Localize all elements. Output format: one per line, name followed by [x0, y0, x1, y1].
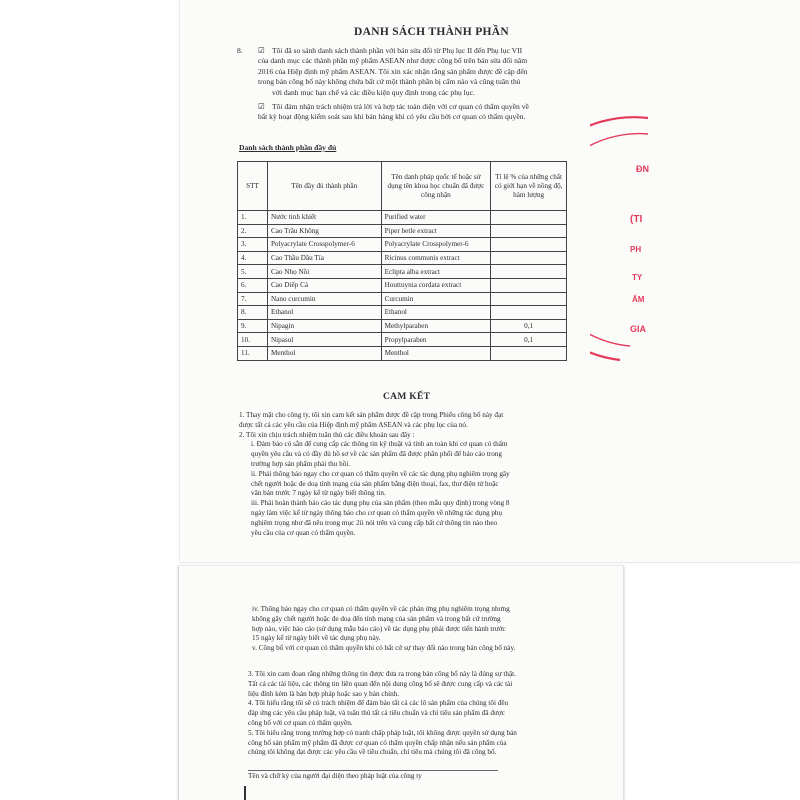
table-row [238, 346, 567, 360]
cell-full-name: Cao Thầu Dầu Tía [267, 251, 381, 265]
cell-stt: 5. [238, 265, 268, 279]
checkbox-icon: ☑ [258, 102, 265, 111]
table-row [238, 224, 567, 238]
cell-full-name: Polyacrylate Crosspolymer-6 [267, 238, 381, 252]
paragraph-line: với danh mục hạn chế và các điều kiện quy định trong các phụ lục. [272, 87, 475, 97]
table-header-row [238, 162, 567, 211]
commitment-line: trường hợp sản phẩm phải thu hồi. [251, 459, 351, 468]
table-row [238, 319, 567, 333]
cell-international-name: Piper betle extract [381, 224, 491, 238]
cell-stt: 4. [238, 251, 268, 265]
cell-international-name: Polyacrylate Crosspolymer-6 [381, 238, 491, 252]
commitment-points [248, 670, 618, 758]
checkbox-icon: ☑ [258, 46, 265, 55]
commitment-line: không gây chết người hoặc đe doạ đến tính mạng của sản phẩm và trong bất cứ trường [252, 614, 501, 623]
table-row [238, 292, 567, 306]
table-row [238, 211, 567, 225]
cell-international-name: Ethanol [381, 306, 491, 320]
cell-full-name: Cao Diếp Cá [267, 278, 381, 292]
red-seal-stamp [590, 110, 650, 370]
commitment-line: 2. Tôi xin chịu trách nhiệm tuân thủ các điều khoản sau đây : [239, 430, 415, 439]
cell-full-name: Nipasol [267, 333, 381, 347]
cell-percentage [491, 346, 567, 360]
signature-label: Tên và chữ ký của người đại diện theo pháp luật của công ty [248, 772, 422, 780]
commitment-line: hợp nào, việc báo cáo (sử dụng mẫu báo cáo) về tác dụng phụ phải được tiến hành trước [252, 624, 506, 633]
cell-full-name: Cao Nhọ Nồi [267, 265, 381, 279]
cell-percentage [491, 278, 567, 292]
commitment-line: 4. Tôi hiểu rằng tôi sẽ có trách nhiệm để đảm bảo tất cả các lô sản phẩm của chúng tôi đều [248, 699, 509, 708]
table-row [238, 278, 567, 292]
commitment-line: iv. Thông báo ngay cho cơ quan có thẩm quyền về các phản ứng phụ nghiêm trọng nhưng [252, 605, 510, 613]
commitment-line: yêu cầu của cơ quan có thẩm quyền. [251, 528, 356, 537]
cell-international-name: Houttuynia cordata extract [381, 278, 491, 292]
commitment-line: quyền yêu cầu và có đầy đủ hồ sơ về các sản phẩm đã được phân phối để báo cáo trong [251, 450, 502, 459]
cell-stt: 10. [238, 333, 268, 347]
cell-full-name: Nano curcumin [267, 292, 381, 306]
paragraph-line: 2016 của Hiệp định mỹ phẩm ASEAN. Tôi xin xác nhận rằng sản phẩm được đề cập đến [258, 66, 528, 76]
header-percentage: Tỉ lệ % của những chất có giới hạn về nồng độ, hàm lượng [491, 162, 567, 211]
cell-percentage [491, 211, 567, 225]
paragraph-line: Tôi đảm nhận trách nhiệm trả lời và hợp tác toàn diện với cơ quan có thẩm quyền về [272, 102, 529, 111]
cell-international-name: Ricinus communis extract [381, 251, 491, 265]
commitment-line: 3. Tôi xin cam đoan rằng những thông tin được đưa ra trong bản công bố này là đúng sự thật. [248, 670, 516, 678]
table-row [238, 251, 567, 265]
cell-percentage [491, 238, 567, 252]
cell-full-name: Menthol [267, 346, 381, 360]
cell-percentage [491, 292, 567, 306]
seal-fragment: ẨM [632, 295, 645, 304]
cell-stt: 1. [238, 211, 268, 225]
cell-stt: 8. [238, 306, 268, 320]
commitment-line: liệu đính kèm là bản hợp pháp hoặc sao y bản chính. [248, 689, 400, 698]
commitment-line: 15 ngày kể từ ngày biết về tác dụng phụ này. [252, 634, 381, 643]
commitment-line: đáp ứng các yêu cầu pháp luật, và tuân thủ tất cả tiêu chuẩn và chỉ tiêu sản phẩm đã được [248, 709, 505, 718]
commitment-line: v. Công bố với cơ quan có thẩm quyền khi có bất cứ sự thay đổi nào trong bản công bố này. [252, 644, 516, 653]
paragraph-line: Tôi đã so sánh danh sách thành phần với bản sửa đổi từ Phụ lục II đến Phụ lục VII [272, 46, 523, 55]
commitment-line: công bố với cơ quan có thẩm quyền. [248, 718, 353, 727]
cell-percentage [491, 306, 567, 320]
table-row [238, 306, 567, 320]
commitment-line: i. Đảm bảo có sẵn để cung cấp các thông tin kỹ thuật và tính an toàn khi cơ quan có thẩm [251, 440, 508, 449]
paragraph-line: của danh mục các thành phần mỹ phẩm ASEAN như được công bố trên bản sửa đổi năm [258, 56, 528, 66]
seal-fragment: GIA [630, 324, 647, 334]
declaration-paragraph-2 [258, 102, 588, 123]
table-row [238, 333, 567, 347]
cell-percentage: 0,1 [491, 333, 567, 347]
commitment-line: chúng tôi không đạt được các yêu cầu về tiêu chuẩn, chỉ tiêu mà chúng tôi đã công bố. [248, 748, 497, 757]
cell-stt: 2. [238, 224, 268, 238]
cell-international-name: Purified water [381, 211, 491, 225]
commitment-continued [252, 605, 612, 654]
table-heading: Danh sách thành phần đầy đủ [239, 143, 337, 152]
cell-international-name: Eclipta alba extract [381, 265, 491, 279]
seal-fragment: PH [630, 245, 642, 254]
commitment-line: ngày làm việc kể từ ngày thông báo cho cơ quan có thẩm quyền về những tác dụng phụ [251, 508, 503, 517]
commitment-line: được tất cả các yêu cầu của Hiệp định mỹ phẩm ASEAN và các phụ lục của nó. [239, 420, 468, 429]
cell-full-name: Cao Trầu Không [267, 224, 381, 238]
page-title: DANH SÁCH THÀNH PHẦN [354, 26, 509, 38]
seal-fragment: TY [632, 273, 643, 282]
paragraph-line: bất kỳ hoạt động kiểm soát sau khi bán hàng khi có yêu cầu bởi cơ quan có thẩm quyền. [258, 112, 526, 122]
table-row [238, 265, 567, 279]
cell-international-name: Curcumin [381, 292, 491, 306]
cell-stt: 3. [238, 238, 268, 252]
table-row [238, 238, 567, 252]
paragraph-line: trong bản công bố này không chứa bất cứ một thành phần bị cấm nào và cũng tuân thủ [258, 77, 521, 87]
commitment-line: chết người hoặc đe doạ tính mạng của sản phẩm bằng điện thoại, fax, thư điện tử hoặc [251, 479, 499, 488]
cell-international-name: Methylparaben [381, 319, 491, 333]
table-body [238, 211, 567, 361]
commitment-line: 5. Tôi hiểu rằng trong trường hợp có tranh chấp pháp luật, tôi không được quyền sử dụng bản [248, 728, 517, 737]
commitment-line: công bố sản phẩm mỹ phẩm đã được cơ quan có thẩm quyền chấp nhận nếu sản phẩm của [248, 738, 507, 747]
cell-full-name: Nipagin [267, 319, 381, 333]
commitment-line: iii. Phải hoàn thành báo cáo tác dụng phụ của sản phẩm (theo mẫu quy định) trong vòng 8 [251, 499, 510, 508]
margin-mark [244, 786, 246, 800]
cell-stt: 11. [238, 346, 268, 360]
commitment-line: ii. Phải thông báo ngay cho cơ quan có thẩm quyền về các tác dụng phụ nghiêm trọng gây [251, 469, 510, 478]
commitment-line: Tất cả các tài liệu, các thông tin liên quan đến nội dung công bố sẽ được cung cấp và các tài [248, 679, 513, 688]
cell-percentage: 0,1 [491, 319, 567, 333]
cell-stt: 7. [238, 292, 268, 306]
commitment-title: CAM KẾT [383, 392, 431, 402]
cell-full-name: Nước tinh khiết [267, 211, 381, 225]
cell-stt: 6. [238, 278, 268, 292]
commitment-line: văn bản trước 7 ngày kể từ ngày biết thông tin. [251, 489, 386, 498]
signature-divider [248, 770, 498, 771]
declaration-paragraph-1 [258, 46, 588, 98]
commitment-section [239, 411, 579, 538]
header-full-name: Tên đầy đủ thành phần [267, 162, 381, 211]
cell-percentage [491, 251, 567, 265]
seal-fragment: (TI [630, 214, 643, 225]
cell-percentage [491, 224, 567, 238]
cell-full-name: Ethanol [267, 306, 381, 320]
item-number: 8. [237, 46, 243, 55]
commitment-line: 1. Thay mặt cho công ty, tôi xin cam kết sản phẩm được đề cập trong Phiếu công bố này đạt [239, 411, 504, 419]
cell-international-name: Menthol [381, 346, 491, 360]
commitment-line: nghiêm trọng như đã nêu trong mục 2ii nói trên và cung cấp bất cứ thông tin nào theo [251, 518, 498, 527]
cell-stt: 9. [238, 319, 268, 333]
cell-percentage [491, 265, 567, 279]
ingredient-table [237, 161, 567, 361]
header-international-name: Tên danh pháp quốc tế hoặc sử dụng tên khoa học chuẩn đã được công nhận [381, 162, 491, 211]
seal-fragment: ĐN [636, 164, 649, 174]
cell-international-name: Propylparaben [381, 333, 491, 347]
header-stt: STT [238, 162, 268, 211]
